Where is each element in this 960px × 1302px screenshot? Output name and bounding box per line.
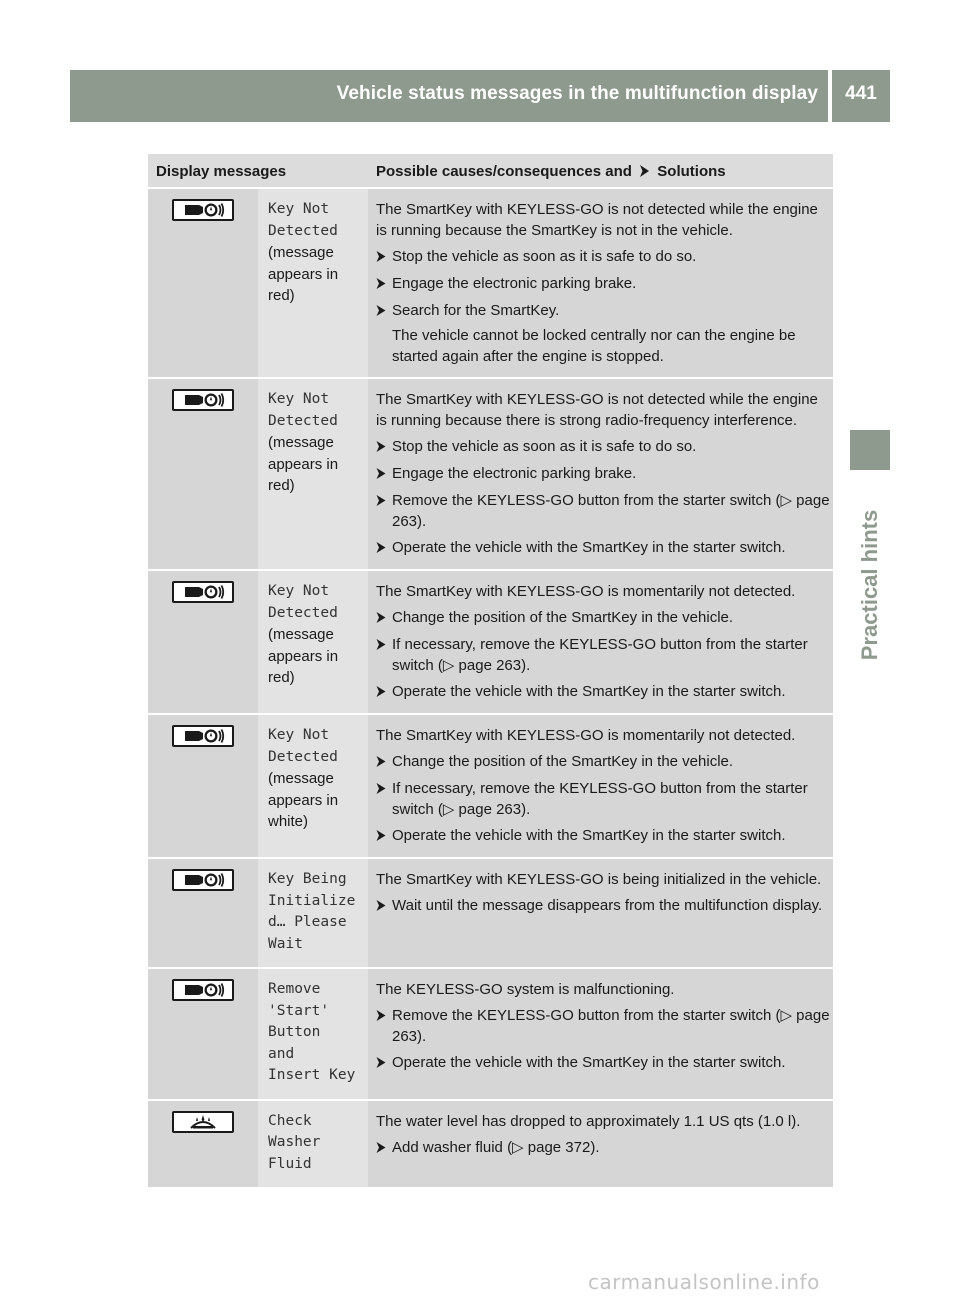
- step-arrow-icon: [376, 300, 392, 322]
- key-icon: [172, 389, 234, 411]
- solution-step: [376, 1052, 831, 1074]
- cause-text: The SmartKey with KEYLESS-GO is momentarily not detected.: [376, 583, 796, 600]
- step-text: Add washer fluid (▷ page 372).: [392, 1138, 600, 1156]
- display-message-text: Key Not Detected: [268, 201, 338, 239]
- solution-step: [376, 273, 831, 295]
- solution-cell: [368, 969, 833, 1101]
- cause-text: The SmartKey with KEYLESS-GO is momentarily not detected.: [376, 727, 796, 744]
- step-arrow-icon: [376, 778, 392, 820]
- solution-step: [376, 300, 831, 322]
- step-text: Operate the vehicle with the SmartKey in the starter switch.: [392, 827, 786, 844]
- icon-cell: [148, 715, 258, 859]
- side-section-label: [845, 485, 895, 685]
- step-arrow-icon: [376, 607, 392, 629]
- table-row: [148, 379, 833, 571]
- step-text: Change the position of the SmartKey in the vehicle.: [392, 753, 734, 770]
- solution-cell: [368, 571, 833, 715]
- cause-text: The SmartKey with KEYLESS-GO is being initialized in the vehicle.: [376, 871, 822, 888]
- solution-step: [376, 778, 831, 820]
- washer-fluid-icon: [172, 1111, 234, 1133]
- step-arrow-icon: [376, 1052, 392, 1074]
- display-message-cell: [258, 189, 368, 379]
- table-row: [148, 969, 833, 1101]
- step-text: Stop the vehicle as soon as it is safe to do so.: [392, 438, 697, 455]
- display-message-cell: [258, 1101, 368, 1190]
- message-color-note: (message appears in red): [268, 626, 339, 686]
- solution-step: [376, 751, 831, 773]
- solution-cell: [368, 189, 833, 379]
- header-solutions-pre: Possible causes/consequences and: [376, 163, 632, 180]
- solution-step: [376, 463, 831, 485]
- step-arrow-icon: [376, 537, 392, 559]
- step-text: Remove the KEYLESS-GO button from the starter switch (▷ page 263).: [392, 492, 830, 530]
- display-message-text: Key Not Detected: [268, 583, 338, 621]
- message-color-note: (message appears in white): [268, 770, 339, 830]
- solution-cell: [368, 859, 833, 969]
- cause-text: The SmartKey with KEYLESS-GO is not detected while the engine is running because the SmartKey is not in the vehicle.: [376, 201, 818, 239]
- display-message-cell: [258, 379, 368, 571]
- solution-step: [376, 825, 831, 847]
- solution-step: [376, 490, 831, 532]
- step-text: If necessary, remove the KEYLESS-GO button from the starter switch (▷ page 263).: [392, 636, 808, 674]
- solution-step: [376, 607, 831, 629]
- key-icon: [172, 199, 234, 221]
- cause-text: The KEYLESS-GO system is malfunctioning.: [376, 981, 675, 998]
- solution-step: [376, 681, 831, 703]
- display-message-text: Check Washer Fluid: [268, 1112, 321, 1172]
- step-text: Search for the SmartKey.: [392, 302, 560, 319]
- icon-cell: [148, 379, 258, 571]
- cause-text: The water level has dropped to approximately 1.1 US qts (1.0 l).: [376, 1112, 801, 1130]
- page-number: 441: [832, 70, 890, 122]
- table-body: [148, 189, 833, 1189]
- solution-step: [376, 537, 831, 559]
- step-arrow-icon: [376, 436, 392, 458]
- display-message-text: Key Not Detected: [268, 727, 338, 765]
- step-text: If necessary, remove the KEYLESS-GO button from the starter switch (▷ page 263).: [392, 780, 808, 818]
- step-arrow-icon: [376, 1137, 392, 1159]
- arrow-icon: [639, 165, 650, 177]
- step-arrow-icon: [376, 463, 392, 485]
- display-message-cell: [258, 571, 368, 715]
- solution-step: [376, 895, 831, 917]
- step-text: Operate the vehicle with the SmartKey in the starter switch.: [392, 683, 786, 700]
- step-text: Change the position of the SmartKey in the vehicle.: [392, 609, 734, 626]
- step-arrow-icon: [376, 490, 392, 532]
- step-arrow-icon: [376, 825, 392, 847]
- table-header-row: [148, 154, 833, 189]
- table-row: [148, 571, 833, 715]
- step-text: Wait until the message disappears from the multifunction display.: [392, 897, 823, 914]
- solution-step: [376, 1137, 831, 1159]
- solution-cell: [368, 379, 833, 571]
- key-icon: [172, 725, 234, 747]
- step-note: The vehicle cannot be locked centrally nor can the engine be started again after the engine is stopped.: [392, 327, 796, 365]
- display-message-text: Key Not Detected: [268, 391, 338, 429]
- message-color-note: (message appears in red): [268, 244, 339, 304]
- table-row: [148, 189, 833, 379]
- icon-cell: [148, 969, 258, 1101]
- solution-cell: [368, 715, 833, 859]
- header-display-messages: Display messages: [148, 154, 368, 189]
- header-solutions-post: Solutions: [657, 163, 726, 180]
- step-arrow-icon: [376, 751, 392, 773]
- icon-cell: [148, 859, 258, 969]
- display-message-cell: [258, 715, 368, 859]
- icon-cell: [148, 189, 258, 379]
- table-row: [148, 859, 833, 969]
- page-title: Vehicle status messages in the multifunction display: [70, 70, 828, 122]
- key-icon: [172, 581, 234, 603]
- solution-cell: [368, 1101, 833, 1190]
- step-arrow-icon: [376, 1005, 392, 1047]
- icon-cell: [148, 1101, 258, 1190]
- icon-cell: [148, 571, 258, 715]
- step-text: Stop the vehicle as soon as it is safe to do so.: [392, 248, 697, 265]
- step-text: Remove the KEYLESS-GO button from the starter switch (▷ page 263).: [392, 1007, 830, 1045]
- watermark: carmanualsonline.info: [588, 1270, 820, 1294]
- message-color-note: (message appears in red): [268, 434, 339, 494]
- table-row: [148, 1101, 833, 1190]
- display-message-text: Remove 'Start' Button and Insert Key: [268, 981, 356, 1083]
- page-header: [70, 70, 890, 122]
- display-message-cell: [258, 859, 368, 969]
- key-icon: [172, 869, 234, 891]
- status-message-table: [148, 154, 833, 1189]
- solution-step: [376, 246, 831, 268]
- solution-step: [376, 436, 831, 458]
- step-arrow-icon: [376, 273, 392, 295]
- header-solutions: [368, 154, 833, 189]
- solution-step: [376, 1005, 831, 1047]
- step-arrow-icon: [376, 246, 392, 268]
- step-text: Operate the vehicle with the SmartKey in the starter switch.: [392, 1054, 786, 1071]
- cause-text: The SmartKey with KEYLESS-GO is not detected while the engine is running because there is strong radio-frequency interference.: [376, 391, 818, 429]
- side-tab-marker: [850, 430, 890, 470]
- step-arrow-icon: [376, 634, 392, 676]
- display-message-text: Key Being Initialize d… Please Wait: [268, 871, 356, 952]
- step-text: Operate the vehicle with the SmartKey in the starter switch.: [392, 539, 786, 556]
- key-icon: [172, 979, 234, 1001]
- table-row: [148, 715, 833, 859]
- solution-step: [376, 634, 831, 676]
- step-text: Engage the electronic parking brake.: [392, 275, 637, 292]
- step-arrow-icon: [376, 681, 392, 703]
- step-arrow-icon: [376, 895, 392, 917]
- side-label-text: Practical hints: [857, 509, 883, 661]
- display-message-cell: [258, 969, 368, 1101]
- step-text: Engage the electronic parking brake.: [392, 465, 637, 482]
